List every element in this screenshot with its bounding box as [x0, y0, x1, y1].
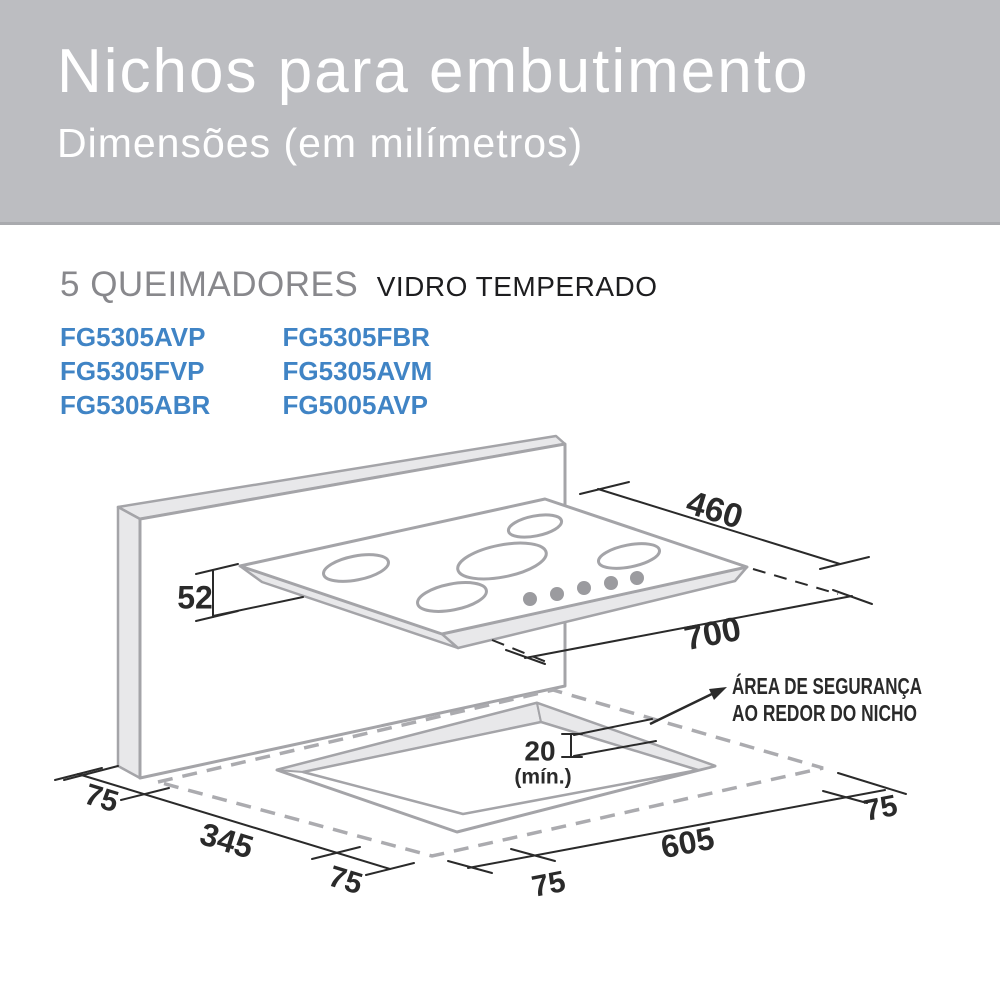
dimensions-subtitle: Dimensões (em milímetros): [57, 120, 584, 166]
model-column-1: [60, 320, 210, 422]
dim-depth-label: 460: [681, 483, 748, 537]
model-code: FG5305FBR: [282, 322, 430, 352]
dim-left-margin-label: 75: [80, 777, 123, 820]
safety-label-line1: ÁREA DE SEGURANÇA: [732, 673, 990, 699]
dim-min-value-label: 20: [524, 735, 556, 767]
model-code: FG5305FVP: [60, 356, 205, 386]
model-code: FG5005AVP: [282, 390, 428, 420]
section-heading: [60, 265, 658, 305]
dim-width-label: 700: [681, 609, 745, 659]
model-code: FG5305AVP: [60, 322, 206, 352]
dim-left-inner-label: 75: [324, 859, 367, 902]
glass-type-label: VIDRO TEMPERADO: [376, 271, 658, 302]
page-title: Nichos para embutimento: [57, 37, 810, 106]
safety-label-line2: AO REDOR DO NICHO: [732, 700, 917, 726]
dim-height-label: 52: [177, 579, 213, 616]
dim-min-qualifier-label: (mín.): [514, 765, 572, 789]
dim-left-depth-label: 345: [195, 815, 258, 866]
header-banner: [0, 0, 1000, 225]
model-column-2: [283, 320, 433, 422]
dim-bottom-right-label: 75: [861, 789, 901, 828]
dim-bottom-left-label: 75: [529, 865, 569, 904]
dim-bottom-width-label: 605: [657, 819, 718, 866]
model-code-list: [60, 320, 432, 422]
safety-arrow: [650, 687, 727, 724]
model-code: FG5305AVM: [282, 356, 433, 386]
burners-heading: 5 QUEIMADORES: [60, 265, 359, 304]
model-code: FG5305ABR: [60, 390, 211, 420]
installation-diagram: [0, 420, 1000, 1000]
